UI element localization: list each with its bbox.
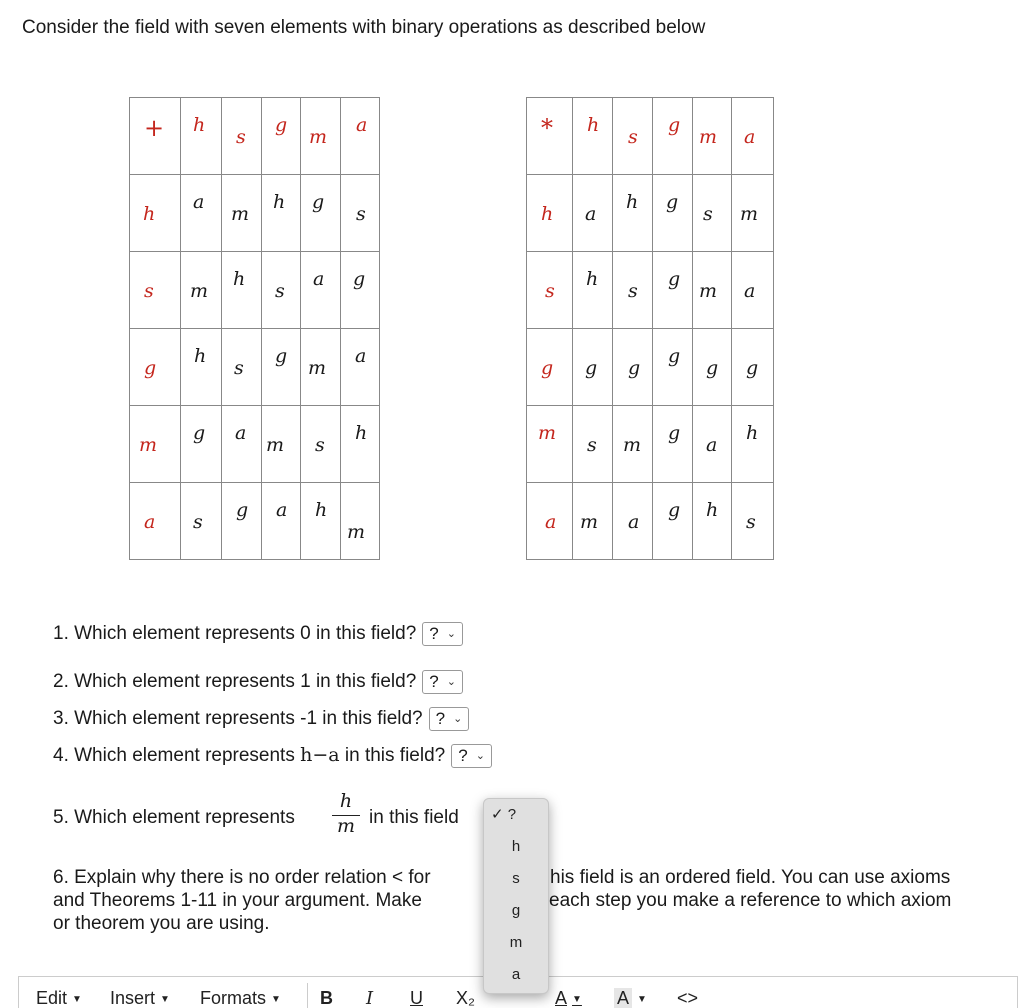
background-color-button[interactable]: A ▼ xyxy=(614,988,647,1008)
mul-cell: g xyxy=(573,329,613,406)
mul-cell: h xyxy=(613,175,653,252)
chevron-down-icon: ⌄ xyxy=(446,628,456,640)
add-cell: g xyxy=(181,406,222,483)
answer-3-select[interactable]: ? ⌄ xyxy=(429,707,470,731)
add-cell: s xyxy=(341,175,380,252)
question-4-math: h−a xyxy=(300,744,340,767)
add-cell: m xyxy=(301,329,341,406)
font-color-button[interactable]: A ▼ xyxy=(555,988,582,1008)
question-6: 6. Explain why there is no order relation < for his field is an ordered field. You can use axioms and Theorems 1-11 in your argument. Make each step you make a reference to which axiom or theorem you are using. xyxy=(53,867,952,934)
mul-column-header: m xyxy=(693,98,732,175)
mul-cell: a xyxy=(732,252,774,329)
add-cell: h xyxy=(262,175,301,252)
dropdown-option-placeholder[interactable]: ✓ ? xyxy=(491,806,517,823)
add-row-header: a xyxy=(130,483,181,560)
add-cell: a xyxy=(301,252,341,329)
mul-cell: h xyxy=(573,252,613,329)
multiplication-table xyxy=(526,97,774,560)
add-column-header: s xyxy=(222,98,262,175)
mul-cell: g xyxy=(653,252,693,329)
mul-cell: s xyxy=(732,483,774,560)
answer-1-select[interactable]: ? ⌄ xyxy=(422,622,463,646)
dropdown-option[interactable]: h xyxy=(511,838,521,855)
add-cell: m xyxy=(222,175,262,252)
mul-cell: s xyxy=(613,252,653,329)
add-cell: m xyxy=(181,252,222,329)
mul-cell: g xyxy=(653,329,693,406)
mul-cell: g xyxy=(613,329,653,406)
caret-down-icon: ▼ xyxy=(572,993,582,1005)
add-row-header: h xyxy=(130,175,181,252)
mul-cell: g xyxy=(653,175,693,252)
fraction-denominator: m xyxy=(336,815,356,837)
add-row-header: m xyxy=(130,406,181,483)
add-column-header: m xyxy=(301,98,341,175)
add-cell: a xyxy=(341,329,380,406)
question-3 xyxy=(53,707,469,731)
add-cell: g xyxy=(301,175,341,252)
question-5-suffix: in this field xyxy=(369,807,459,828)
add-cell: g xyxy=(262,329,301,406)
dropdown-option[interactable]: m xyxy=(509,934,523,951)
question-4-text: 4. Which element represents xyxy=(53,745,301,767)
mul-row-header: m xyxy=(527,406,573,483)
add-column-header: g xyxy=(262,98,301,175)
answer-4-select[interactable]: ? ⌄ xyxy=(451,744,492,768)
add-cell: s xyxy=(262,252,301,329)
answer-2-select[interactable]: ? ⌄ xyxy=(422,670,463,694)
chevron-down-icon: ⌄ xyxy=(453,713,463,725)
mul-column-header: s xyxy=(613,98,653,175)
answer-5-dropdown-menu[interactable] xyxy=(483,798,549,994)
add-row-header: s xyxy=(130,252,181,329)
add-cell: s xyxy=(222,329,262,406)
formats-menu[interactable]: Formats ▼ xyxy=(200,988,281,1008)
addition-table xyxy=(129,97,380,560)
underline-button[interactable]: U xyxy=(410,988,423,1008)
add-operator-symbol: + xyxy=(130,98,181,175)
mul-cell: m xyxy=(732,175,774,252)
dropdown-option[interactable]: a xyxy=(511,966,521,983)
mul-row-header: g xyxy=(527,329,573,406)
add-cell: a xyxy=(222,406,262,483)
subscript-button[interactable]: X₂ xyxy=(456,988,475,1008)
mul-column-header: g xyxy=(653,98,693,175)
caret-down-icon: ▼ xyxy=(160,993,170,1005)
mul-cell: g xyxy=(653,483,693,560)
source-code-button[interactable]: <> xyxy=(677,988,699,1008)
mul-cell: h xyxy=(732,406,774,483)
mul-cell: s xyxy=(693,175,732,252)
question-5 xyxy=(53,807,295,829)
question-2-text: 2. Which element represents 1 in this field? xyxy=(53,671,417,693)
mul-cell: g xyxy=(732,329,774,406)
add-cell: s xyxy=(301,406,341,483)
caret-down-icon: ▼ xyxy=(72,993,82,1005)
add-cell: m xyxy=(341,483,380,560)
mul-cell: m xyxy=(693,252,732,329)
chevron-down-icon: ⌄ xyxy=(446,676,456,688)
dropdown-option[interactable]: s xyxy=(512,870,520,887)
add-column-header: a xyxy=(341,98,380,175)
add-column-header: h xyxy=(181,98,222,175)
edit-menu[interactable]: Edit ▼ xyxy=(36,988,82,1008)
mul-operator-symbol: * xyxy=(527,98,573,175)
question-3-text: 3. Which element represents -1 in this field? xyxy=(53,708,423,730)
add-row-header: g xyxy=(130,329,181,406)
mul-cell: g xyxy=(653,406,693,483)
intro-text: Consider the field with seven elements with binary operations as described below xyxy=(22,17,706,38)
add-cell: h xyxy=(222,252,262,329)
question-5-fraction xyxy=(332,790,360,837)
add-cell: h xyxy=(341,406,380,483)
add-cell: h xyxy=(181,329,222,406)
mul-row-header: s xyxy=(527,252,573,329)
add-cell: g xyxy=(341,252,380,329)
question-4: 4. Which element represents h−a in this field? ? ⌄ xyxy=(53,744,492,768)
mul-cell: a xyxy=(693,406,732,483)
mul-cell: a xyxy=(613,483,653,560)
add-cell: g xyxy=(222,483,262,560)
bold-button[interactable]: B xyxy=(320,988,333,1008)
dropdown-option[interactable]: g xyxy=(511,902,521,919)
mul-column-header: h xyxy=(573,98,613,175)
add-cell: a xyxy=(181,175,222,252)
question-5-text: 5. Which element represents xyxy=(53,807,295,828)
mul-cell: h xyxy=(693,483,732,560)
insert-menu[interactable]: Insert ▼ xyxy=(110,988,170,1008)
mul-cell: g xyxy=(693,329,732,406)
mul-cell: s xyxy=(573,406,613,483)
add-cell: s xyxy=(181,483,222,560)
mul-row-header: a xyxy=(527,483,573,560)
chevron-down-icon: ⌄ xyxy=(475,750,485,762)
mul-cell: m xyxy=(573,483,613,560)
italic-button[interactable]: I xyxy=(366,988,374,1008)
add-cell: h xyxy=(301,483,341,560)
add-cell: a xyxy=(262,483,301,560)
mul-cell: m xyxy=(613,406,653,483)
question-1-text: 1. Which element represents 0 in this field? xyxy=(53,623,417,645)
mul-row-header: h xyxy=(527,175,573,252)
fraction-numerator: h xyxy=(339,790,353,812)
question-1 xyxy=(53,622,463,646)
question-2 xyxy=(53,670,463,694)
mul-cell: a xyxy=(573,175,613,252)
mul-column-header: a xyxy=(732,98,774,175)
caret-down-icon: ▼ xyxy=(637,993,647,1005)
caret-down-icon: ▼ xyxy=(271,993,281,1005)
add-cell: m xyxy=(262,406,301,483)
